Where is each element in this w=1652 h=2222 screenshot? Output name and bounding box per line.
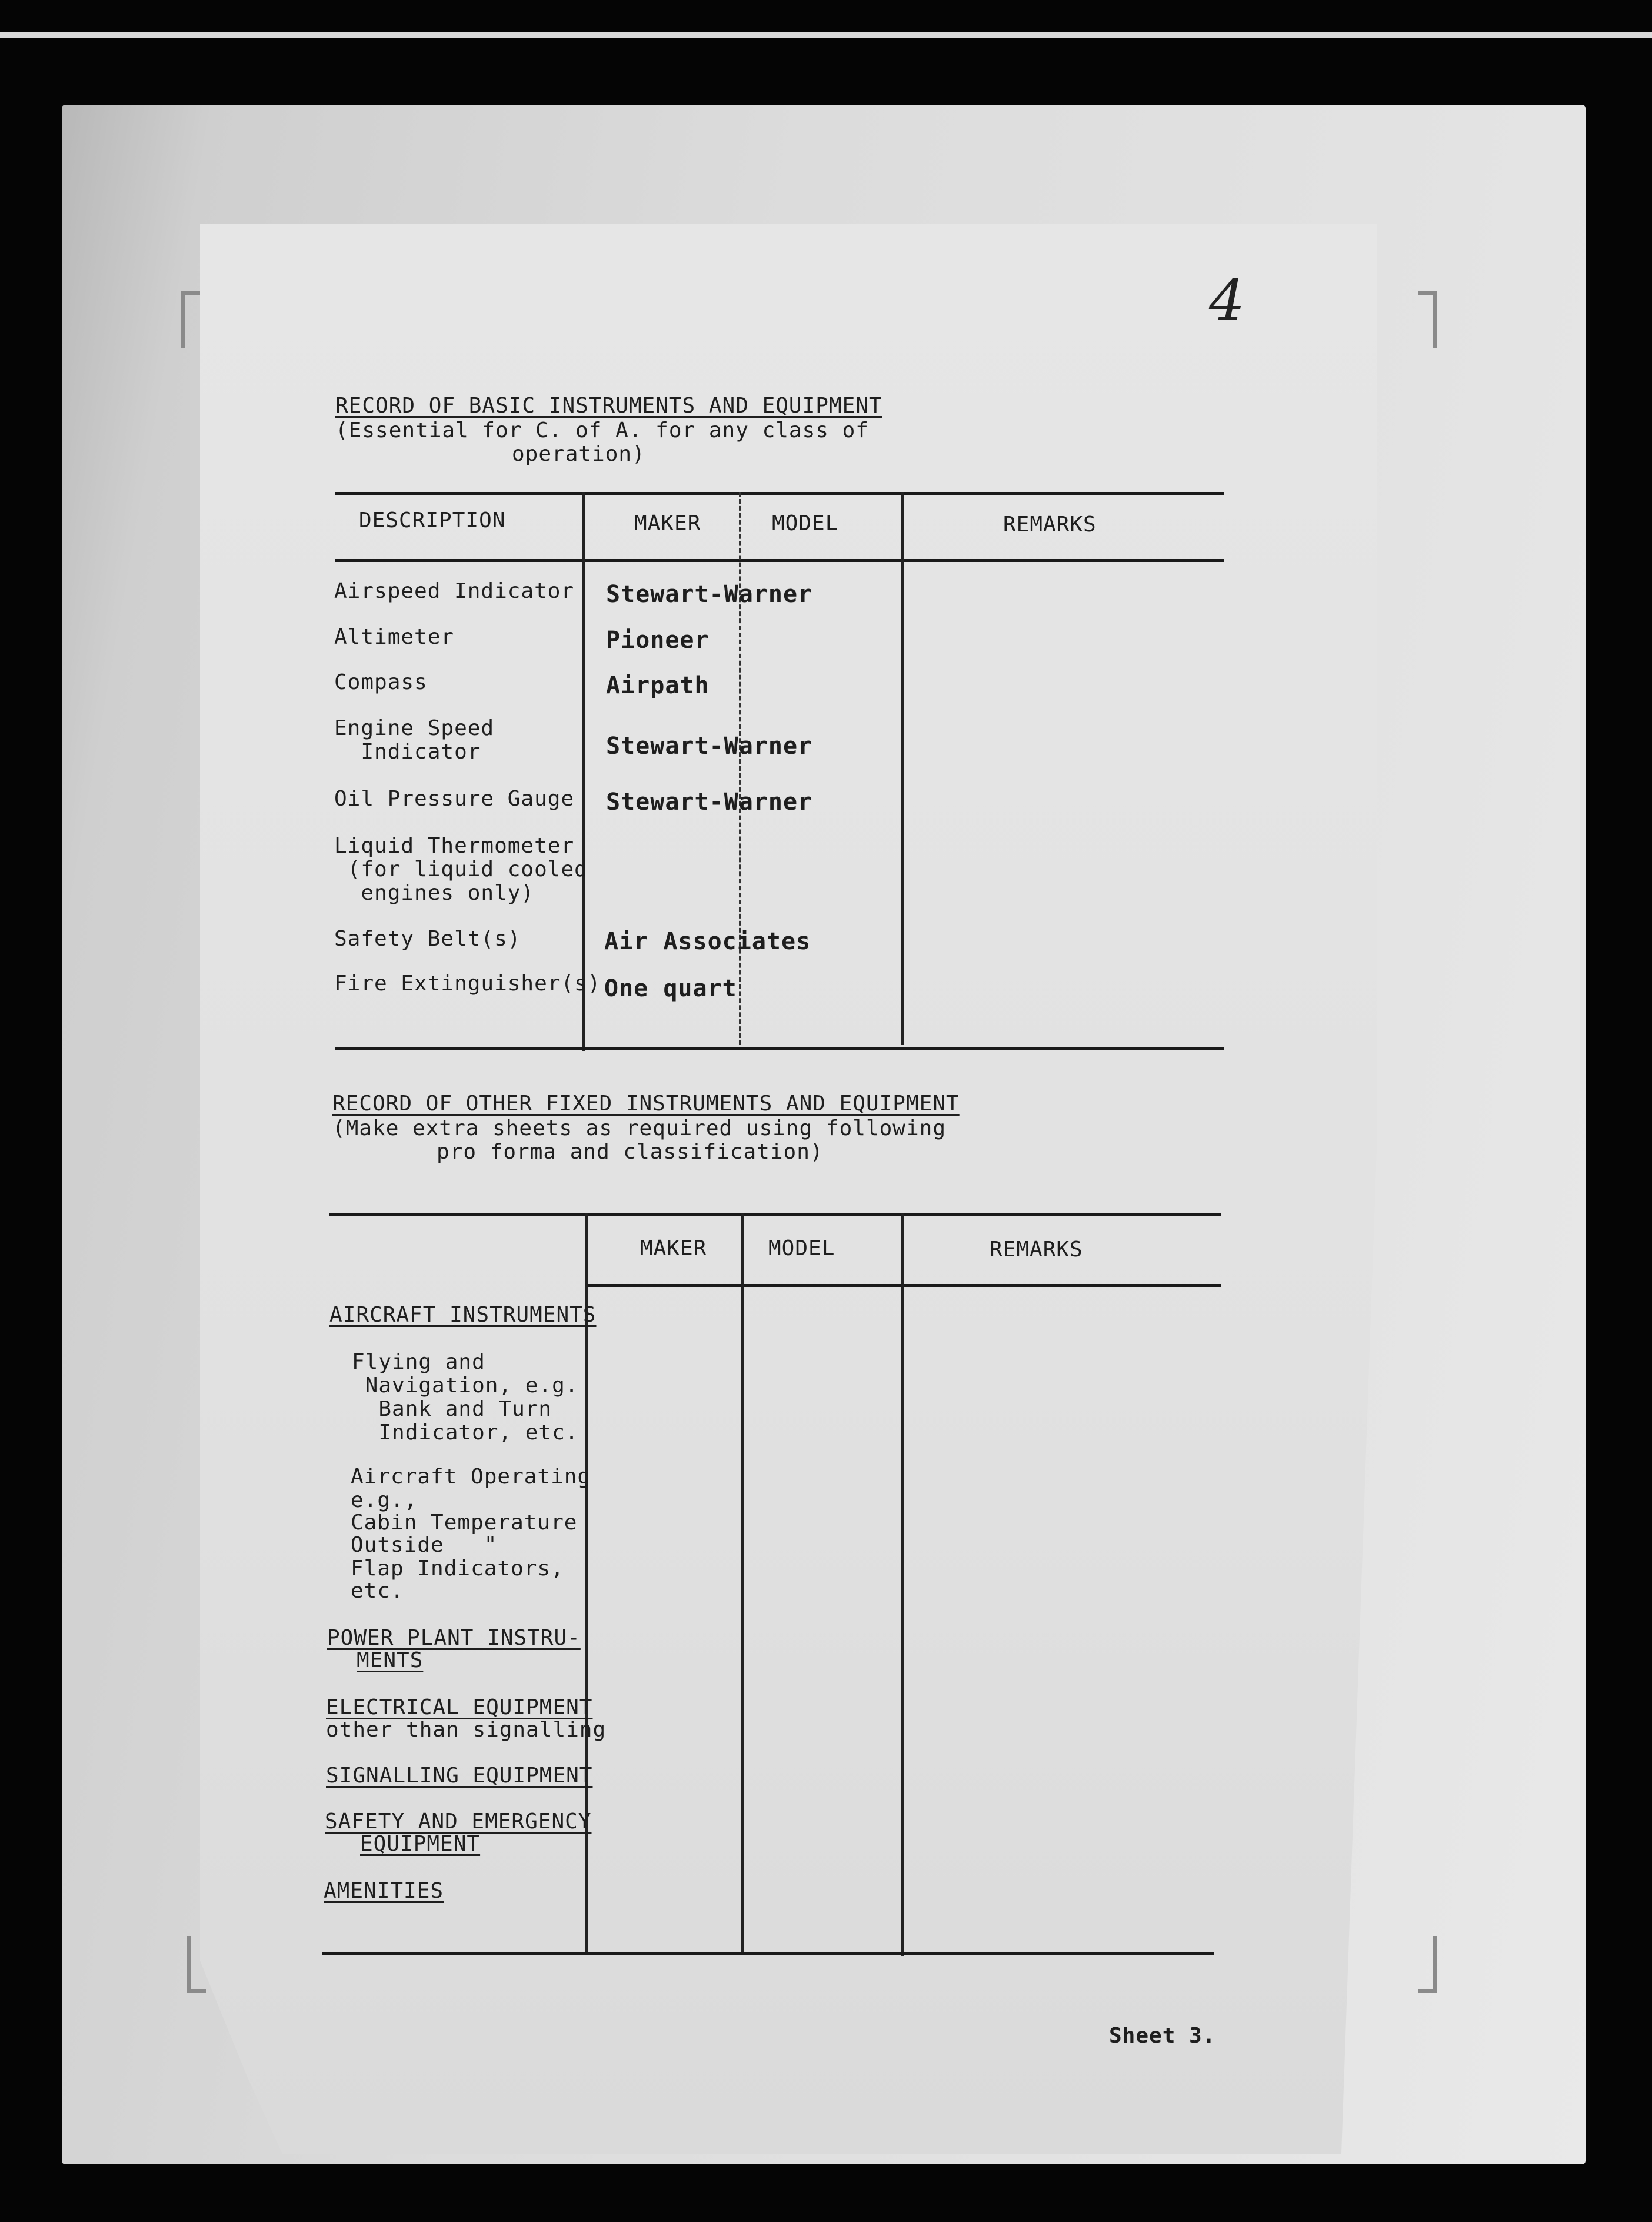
- row-description: engines only): [334, 881, 535, 905]
- section1-title: RECORD OF BASIC INSTRUMENTS AND EQUIPMENT: [335, 394, 882, 418]
- table1-divider-model: [739, 492, 741, 1045]
- table1-header-model: MODEL: [772, 511, 839, 535]
- table1-divider-remarks: [901, 492, 904, 1045]
- category-flying-line: Bank and Turn: [352, 1397, 552, 1421]
- category-flying-line: Indicator, etc.: [352, 1421, 579, 1445]
- row-description: Engine Speed: [334, 716, 495, 740]
- category-operating-line: Aircraft Operating: [351, 1465, 591, 1489]
- category-electrical-cont: other than signalling: [326, 1718, 607, 1742]
- film-edge-line: [0, 32, 1652, 38]
- table1-top-rule: [335, 492, 1224, 495]
- table2-header-maker: MAKER: [640, 1236, 707, 1260]
- row-description: Airspeed Indicator: [334, 579, 575, 603]
- row-maker: One quart: [604, 975, 737, 1002]
- row-description: Compass: [334, 670, 428, 694]
- category-electrical: ELECTRICAL EQUIPMENT: [326, 1695, 593, 1719]
- row-maker: Air Associates: [604, 928, 811, 955]
- row-description: (for liquid cooled: [334, 857, 588, 882]
- category-aircraft-instruments: AIRCRAFT INSTRUMENTS: [329, 1303, 597, 1327]
- category-flying-line: Navigation, e.g.: [352, 1373, 579, 1398]
- category-operating-line: Flap Indicators,: [351, 1556, 564, 1581]
- table1-divider-maker: [582, 492, 585, 1051]
- category-operating-line: Cabin Temperature: [351, 1511, 578, 1535]
- row-description: Liquid Thermometer: [334, 834, 575, 858]
- table2-header-remarks: REMARKS: [990, 1238, 1083, 1262]
- row-maker: Pioneer: [606, 627, 710, 654]
- category-operating-line: etc.: [351, 1579, 404, 1603]
- row-maker: Airpath: [606, 672, 710, 699]
- row-description: Safety Belt(s): [334, 927, 521, 951]
- table1-bottom-rule: [335, 1047, 1224, 1050]
- category-safety-cont: EQUIPMENT: [360, 1832, 481, 1856]
- row-maker: Stewart-Warner: [606, 581, 813, 608]
- table1-header-rule: [335, 559, 1224, 562]
- category-operating-line: Outside ": [351, 1533, 498, 1557]
- corner-mark-top-left: [181, 291, 201, 348]
- table1-header-remarks: REMARKS: [1003, 513, 1097, 537]
- section2-title: RECORD OF OTHER FIXED INSTRUMENTS AND EQUIPMENT: [332, 1092, 960, 1116]
- table2-header-model: MODEL: [768, 1236, 835, 1260]
- sheet-label: Sheet 3.: [1109, 2024, 1216, 2048]
- row-maker: Stewart-Warner: [606, 733, 813, 760]
- section1-subtitle-1: (Essential for C. of A. for any class of: [335, 418, 869, 443]
- section2-subtitle-1: (Make extra sheets as required using following: [332, 1116, 946, 1140]
- row-description: Altimeter: [334, 625, 455, 649]
- row-description: Oil Pressure Gauge: [334, 787, 575, 811]
- table2-top-rule: [329, 1213, 1221, 1216]
- category-flying-line: Flying and: [352, 1350, 485, 1374]
- category-operating-line: e.g.,: [351, 1488, 418, 1512]
- table1-header-maker: MAKER: [634, 511, 701, 535]
- category-safety: SAFETY AND EMERGENCY: [325, 1809, 592, 1834]
- handwritten-page-number: 4: [1209, 268, 1245, 334]
- row-description: Fire Extinguisher(s): [334, 972, 601, 996]
- table2-divider-remarks: [901, 1213, 904, 1956]
- category-signalling: SIGNALLING EQUIPMENT: [326, 1764, 593, 1788]
- row-maker: Stewart-Warner: [606, 789, 813, 816]
- category-amenities: AMENITIES: [324, 1879, 444, 1903]
- section1-subtitle-2: operation): [512, 442, 645, 466]
- row-description: Indicator: [334, 740, 481, 764]
- table2-divider-model: [741, 1213, 744, 1952]
- section2-subtitle-2: pro forma and classification): [437, 1140, 824, 1164]
- category-power-plant: POWER PLANT INSTRU-: [327, 1626, 581, 1650]
- corner-mark-bottom-right: [1418, 1936, 1437, 1993]
- table2-bottom-rule: [322, 1952, 1214, 1955]
- category-power-plant-cont: MENTS: [357, 1648, 424, 1672]
- table1-header-description: DESCRIPTION: [359, 508, 506, 533]
- corner-mark-top-right: [1418, 291, 1437, 348]
